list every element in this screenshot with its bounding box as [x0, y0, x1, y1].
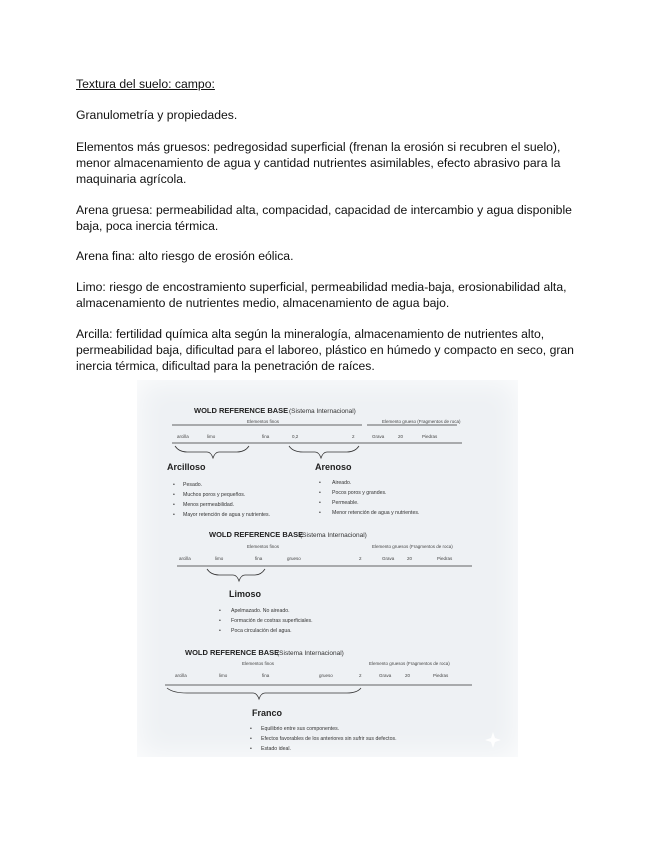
panel2-item-2: Poca circulación del agua. — [231, 628, 292, 634]
panel2-coarse-label: Elemento gruesos (Fragmentos de roca) — [372, 544, 453, 549]
doc-title: Textura del suelo: campo: — [76, 77, 215, 91]
panel2-heading: WOLD REFERENCE BASE — [209, 530, 304, 539]
panel1-left-item-3: Mayor retención de agua y nutrientes. — [183, 512, 271, 518]
panel2-scale-1: limo — [215, 556, 224, 561]
panel1-left-brace — [175, 446, 249, 458]
paragraph-arena-gruesa: Arena gruesa: permeabilidad alta, compacidad, capacidad de intercambio y agua disponible baja, poca inercia térmica. — [76, 203, 572, 233]
panel2-brace — [207, 569, 265, 581]
list-bullet: • — [219, 618, 221, 624]
list-bullet: • — [173, 502, 175, 508]
panel1-right-item-0: Aireado. — [332, 480, 352, 486]
panel3-scale-4: 2 — [359, 673, 362, 678]
panel3-item-1: Efectos favorables de los anteriores sin sufrir sus defectos. — [261, 736, 397, 742]
panel2-scale-5: Grava — [382, 556, 395, 561]
list-bullet: • — [319, 510, 321, 516]
list-bullet: • — [219, 608, 221, 614]
panel1-left-list — [173, 482, 270, 518]
panel3-name: Franco — [252, 708, 283, 718]
panel1-left-item-0: Pesado. — [183, 482, 203, 488]
panel3-heading-sub: (Sistema Internacional) — [277, 650, 344, 657]
panel2-item-1: Formación de costras superficiales. — [231, 618, 313, 624]
panel3-fine-label: Elementos finos — [242, 661, 275, 666]
panel2-list — [219, 608, 313, 634]
list-bullet: • — [219, 628, 221, 634]
panel2-scale-7: Piedras — [437, 556, 453, 561]
panel2-scale-4: 2 — [359, 556, 362, 561]
panel2-scale-2: fina — [255, 556, 263, 561]
panel1-scale-7: Piedras — [422, 434, 438, 439]
list-bullet: • — [173, 512, 175, 518]
panel1-right-name: Arenoso — [315, 462, 352, 472]
list-bullet: • — [250, 746, 252, 752]
list-bullet: • — [173, 492, 175, 498]
panel1-left-name: Arcilloso — [167, 462, 206, 472]
texture-figure-svg — [137, 380, 518, 757]
panel1-fine-label: Elementos finos — [247, 419, 280, 424]
panel1-left-item-1: Muchos poros y pequeños. — [183, 492, 246, 498]
panel3-scale-7: Piedras — [433, 673, 449, 678]
panel3-scale-5: Grava — [379, 673, 392, 678]
list-bullet: • — [250, 736, 252, 742]
panel1-scale-3: 0,2 — [292, 434, 299, 439]
panel1-heading: WOLD REFERENCE BASE — [194, 406, 289, 415]
panel1-right-item-3: Menor retención de agua y nutrientes. — [332, 510, 420, 516]
paragraph-limo: Limo: riesgo de encostramiento superficial, permeabilidad media-baja, erosionabilidad alta, almacenamiento de nutrientes medio, almacenamiento de agua bajo. — [76, 280, 567, 310]
panel2-item-0: Apelmazado. No aireado. — [231, 608, 290, 614]
sparkle-icon — [485, 732, 501, 748]
panel3-list — [250, 726, 397, 752]
panel2-scale-6: 20 — [407, 556, 413, 561]
panel2-fine-label: Elementos finos — [247, 544, 280, 549]
panel3-item-0: Equilibrio entre sus componentes. — [261, 726, 340, 732]
panel1-scale-5: Grava — [372, 434, 385, 439]
panel2-scale-3: grueso — [287, 556, 301, 561]
doc-subtitle: Granulometría y propiedades. — [76, 108, 238, 122]
panel2-name: Limoso — [229, 589, 262, 599]
list-bullet: • — [319, 490, 321, 496]
panel2-scale-0: arcilla — [179, 556, 191, 561]
list-bullet: • — [319, 480, 321, 486]
panel3-scale-0: arcilla — [175, 673, 187, 678]
panel3-brace — [167, 688, 361, 699]
paragraph-elementos-gruesos: Elementos más gruesos: pedregosidad superficial (frenan la erosión si recubren el suelo), menor almacenamiento de agua y cantidad nutrientes asimilables, efecto abrasivo para la maquinaria agrícola. — [76, 140, 561, 186]
panel3-scale-3: grueso — [319, 673, 333, 678]
panel3-heading: WOLD REFERENCE BASE — [185, 648, 280, 657]
panel1-coarse-label: Elemento grueso (Fragmentos de roca) — [382, 419, 461, 424]
list-bullet: • — [250, 726, 252, 732]
panel1-scale-2: fina — [262, 434, 270, 439]
panel1-scale-1: limo — [207, 434, 216, 439]
panel1-right-item-2: Permeable. — [332, 500, 359, 506]
list-bullet: • — [173, 482, 175, 488]
panel1-right-brace — [289, 446, 359, 458]
texture-figure — [137, 380, 518, 757]
paragraph-arena-fina: Arena fina: alto riesgo de erosión eólica. — [76, 249, 294, 263]
panel1-scale-6: 20 — [398, 434, 404, 439]
panel1-left-item-2: Menos permeabilidad. — [183, 502, 235, 508]
panel1-heading-sub: (Sistema Internacional) — [289, 408, 356, 415]
panel1-right-item-1: Pocos poros y grandes. — [332, 490, 387, 496]
panel1-scale-4: 2 — [352, 434, 355, 439]
panel1-scale-0: arcilla — [177, 434, 189, 439]
list-bullet: • — [319, 500, 321, 506]
panel3-scale-2: fina — [262, 673, 270, 678]
panel1-right-list — [319, 480, 419, 516]
panel3-coarse-label: Elemento gruesos (Fragmentos de roca) — [369, 661, 450, 666]
panel3-scale-6: 20 — [405, 673, 411, 678]
panel3-item-2: Estado ideal. — [261, 746, 291, 752]
panel3-scale-1: limo — [219, 673, 228, 678]
panel2-heading-sub: (Sistema Internacional) — [300, 532, 367, 539]
paragraph-arcilla: Arcilla: fertilidad química alta según la mineralogía, almacenamiento de nutrientes alto, permeabilidad baja, dificultad para el laboreo, plástico en húmedo y compacto en seco, gran inercia térmica, dificultad para la penetración de raíces. — [76, 327, 574, 373]
